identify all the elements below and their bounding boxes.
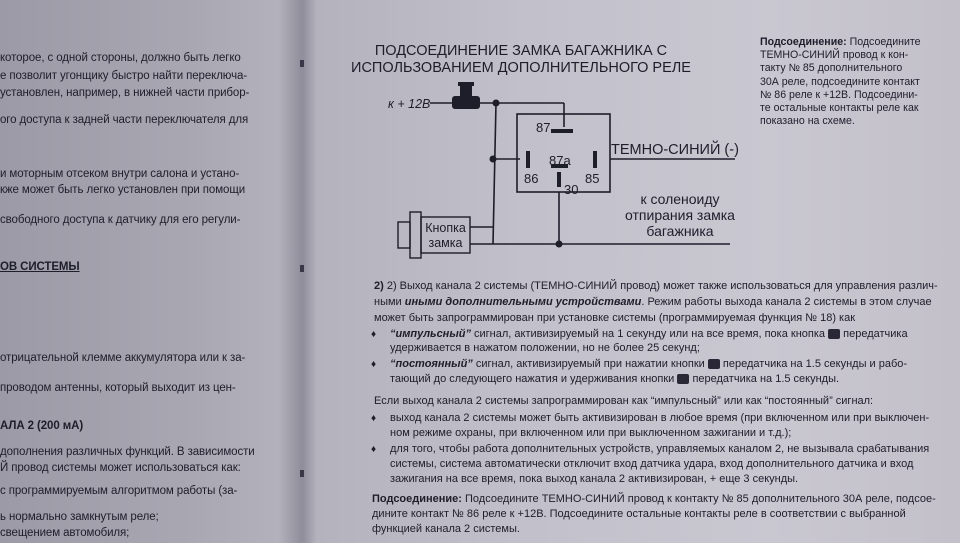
note-line: ТЕМНО-СИНИЙ провод к кон- — [760, 49, 909, 62]
left-line: кже может быть легко установлен при помощи — [0, 184, 246, 196]
note-line: те остальные контакты реле как — [760, 102, 919, 115]
body-line: удерживается в нажатом положении, но не более 25 секунд; — [390, 342, 700, 354]
plus-12v-label: к + 12В — [388, 97, 431, 111]
bullet-icon: ♦ — [371, 444, 377, 455]
body-line: “постоянный” сигнал, активизируемый при нажатии кнопки передатчика на 1.5 секунды и рабо- — [390, 358, 908, 370]
remote-button-icon — [828, 329, 840, 339]
left-line: с программируемым алгоритмом работы (за- — [0, 485, 238, 497]
pin-85-label: 85 — [585, 171, 600, 186]
dark-blue-wire-label: ТЕМНО-СИНИЙ (-) — [611, 142, 739, 158]
remote-button-icon — [677, 374, 689, 384]
diagram-title-line-1: ПОДСОЕДИНЕНИЕ ЗАМКА БАГАЖНИКА С — [374, 43, 668, 59]
pin-86-label: 86 — [524, 171, 539, 186]
note-line: 30А реле, подсоедините контакт — [760, 75, 920, 88]
wire-left-vertical — [493, 103, 496, 244]
binding-mark — [300, 265, 304, 272]
pin-87-label: 87 — [536, 120, 551, 135]
pin-30-contact — [557, 172, 561, 187]
body-line: может быть запрограммирован при установке системы (программируемая функция № 18) как — [374, 312, 856, 324]
junction-dot — [490, 156, 497, 163]
connection-note — [760, 36, 921, 128]
left-section-heading: АЛА 2 (200 мА) — [0, 420, 84, 432]
button-label-1: Кнопка — [425, 221, 466, 235]
body-line: для того, чтобы работа дополнительных устройств, управляемых каналом 2, не вызывала срабатывания — [390, 443, 930, 455]
body-line: зажигания на все время, пока выход канала 2 активизирован, + еще 3 секунды. — [390, 473, 799, 485]
left-line: которое, с одной стороны, должно быть легко — [0, 52, 241, 64]
pin-87a-label: 87a — [549, 153, 571, 168]
body-line: выход канала 2 системы может быть активизирован в любое время (при включенном или при выключен- — [390, 412, 930, 424]
left-section-heading: ОВ СИСТЕМЫ — [0, 261, 80, 273]
diagram-title-line-2: ИСПОЛЬЗОВАНИЕМ ДОПОЛНИТЕЛЬНОГО РЕЛЕ — [351, 60, 691, 76]
left-line: проводом антенны, который выходит из цен- — [0, 382, 236, 394]
body-line: ном режиме охраны, при включенном или при выключенном зажигании и т.д.); — [390, 427, 792, 439]
pin-86-contact — [526, 151, 530, 168]
body-line: ными иными дополнительными устройствами. Режим работы выхода канала 2 системы в этом случае — [374, 296, 932, 308]
pin-85-contact — [593, 151, 597, 168]
trunk-button-block — [398, 212, 470, 258]
body-line: тающий до следующего нажатия и удерживания кнопки передатчика на 1.5 секунды. — [390, 373, 840, 385]
junction-dot — [556, 241, 563, 248]
junction-dot — [493, 100, 500, 107]
body-line: “импульсный” сигнал, активизируемый на 1 секунду или на все время, пока кнопка передатчика — [390, 328, 908, 340]
binding-mark — [300, 60, 304, 67]
left-line: ого доступа к задней части переключателя для — [0, 114, 249, 126]
button-label-2: замка — [428, 236, 463, 250]
left-line: и моторным отсеком внутри салона и устано- — [0, 168, 240, 180]
solenoid-label-2: отпирания замка — [625, 207, 735, 223]
pin-30-label: 30 — [564, 182, 579, 197]
bullet-icon: ♦ — [371, 329, 377, 340]
body-line: Если выход канала 2 системы запрограммирован как “импульсный” или как “постоянный” сигнал: — [374, 395, 874, 407]
button-plunger — [398, 222, 410, 248]
note-line: № 86 реле к +12В. Подсоедини- — [760, 88, 918, 101]
left-line: установлен, например, в нижней части прибор- — [0, 87, 250, 99]
left-line: ь нормально замкнутым реле; — [0, 511, 159, 523]
body-line: системы, система автоматически отключит вход датчика удара, вход дополнительного датчика и вход — [390, 458, 914, 470]
left-line: свободного доступа к датчику для его регули- — [0, 214, 241, 226]
solenoid-label-1: к соленоиду — [640, 191, 720, 207]
note-line: такту № 85 дополнительного — [760, 62, 903, 75]
left-line: дополнения различных функций. В зависимости — [0, 446, 255, 458]
note-line: показано на схеме. — [760, 115, 855, 128]
left-line: Й провод системы может использоваться как: — [0, 462, 241, 474]
left-line: е позволит угонщику быстро найти переключа- — [0, 70, 247, 82]
connector-icon — [452, 82, 480, 109]
remote-button-icon — [708, 359, 720, 369]
bullet-icon: ♦ — [371, 413, 377, 424]
note-line: Подсоединение: Подсоедините — [760, 36, 921, 48]
body-line: функцией канала 2 системы. — [372, 523, 520, 535]
left-line: свещением автомобиля; — [0, 527, 130, 539]
body-line: дините контакт № 86 реле к +12В. Подсоедините остальные контакты реле в соответствии с выбранной — [372, 508, 906, 520]
bullet-icon: ♦ — [371, 359, 377, 370]
body-line: Подсоединение: Подсоедините ТЕМНО-СИНИЙ провод к контакту № 85 дополнительного 30А реле, подсое- — [372, 493, 936, 505]
binding-mark — [300, 470, 304, 477]
button-housing — [410, 212, 421, 258]
wiring-diagram — [330, 0, 750, 270]
solenoid-label-3: багажника — [646, 223, 714, 239]
left-line: отрицательной клемме аккумулятора или к за- — [0, 352, 246, 364]
pin-87-contact — [551, 129, 573, 133]
body-line: 2) 2) Выход канала 2 системы (ТЕМНО-СИНИЙ провод) может также использоваться для управления различ- — [374, 280, 938, 292]
